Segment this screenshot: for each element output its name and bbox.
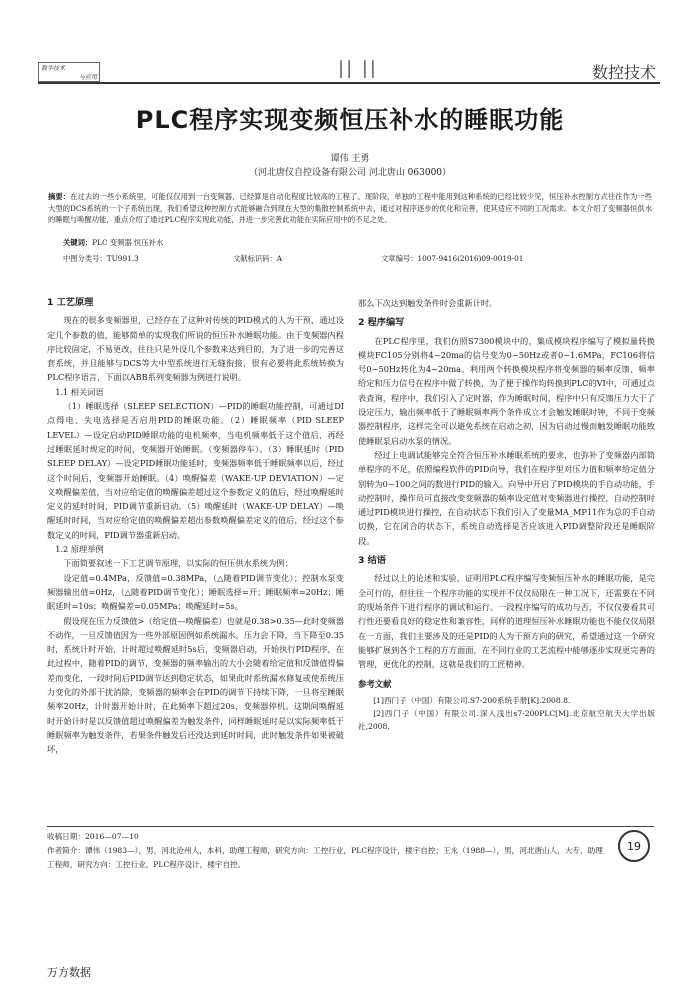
references-heading: 参考文献 xyxy=(358,679,392,690)
affiliation: （河北唐仪自控设备有限公司 河北唐山 063000） xyxy=(248,168,452,178)
section-2-heading: 2 程序编写 xyxy=(358,317,405,329)
paper-title: PLC程序实现变频恒压补水的睡眠功能 xyxy=(135,106,565,134)
wanfang-watermark: 万方数据 xyxy=(47,966,91,979)
section-2-paragraph-1: 在PLC程序里，我们仿照S7300模块中的，集成模块程序编写了模拟量转换模块FC105分别将4~20ma的信号变为0~50Hz或者0~1.6MPa，FC106将信号0~50Hz转化为4~20ma。利用两个转换模块程序将变频器的频率反馈、频率给定和压力信号在程序中做了转换，为了便于操作均转换到PLC的VI中，可通过点表查询，程序中，我们引入了定时器，作为睡眠时间，程序中只有反馈压力大于了设定压力，输出频率低于了睡眠频率两个条件成立才会触发睡眠时钟，不同于变频器控制程序，这样完全可以避免系统在启动之初，因为启动过慢而触发睡眠功能致使睡眠泵启动水泵的情况。 xyxy=(358,335,655,446)
journal-logo-line2: 与应用 xyxy=(78,74,97,81)
continued-text: 那么下次达到触发条件时会重新计时。 xyxy=(358,298,498,308)
keywords xyxy=(63,238,163,248)
header-decoration: || || xyxy=(338,58,378,79)
footer-divider xyxy=(47,826,654,827)
section-1-heading: 1 工艺原理 xyxy=(47,297,94,308)
subsection-1-2-heading: 1.2 原理举例 xyxy=(55,544,104,555)
journal-logo-line1: 数字技术 xyxy=(41,65,66,72)
abstract-text: 在过去的一些小系统里，可能仅仅用到一台变频器，已经算是自动化程度比较高的工程了。现阶段，单独的工程中能用到这种系统的已经比较少见，恒压补水控制方式往往作为一些大型的DCS系统的一个子系统出现，我们希望这种控制方式能够融合到现在大型的集散控制系统中去，通过对程序逐步的优化和完善，使其适应不同的工况需求。本文介绍了变频器恒供水的睡眠与唤醒功能，重点介绍了通过PLC程序实现此功能，并进一步完善此功能在实际应用中的不足之处。 xyxy=(48,192,653,224)
section-3-heading: 3 结语 xyxy=(358,555,386,567)
abstract xyxy=(48,191,652,226)
page-number-badge: 19 xyxy=(618,830,650,862)
reference-item: [2]西门子（中国）有限公司.深入浅出s7-200PLC[M].北京航空航天大学出版社,2008. xyxy=(358,708,655,731)
keywords-label: 关键词： xyxy=(63,238,93,247)
subsection-1-2-explanation: 假设现在压力反馈值>（给定值—唤醒偏差）也就是0.38>0.35—此时变频器不动作，一旦反馈值因为一些外部原因例如系统漏水，压力会下降，当下降至0.35时，系统计时开始，计时超过唤醒延时5s后，变频器启动，开始执行PID程序，在此过程中，随着PID的调节，变频器的频率输出的大小会随着给定值和反馈值得偏差而变化，一段时间后PID调节达到稳定状态，如果此时系统漏水修复或使系统压力变化的外部干扰消除，变频器的频率会在PID的调节下持续下降，一旦将至睡眠频率20Hz，计时器开始计时，在此频率下超过20s，变频器停机。这期间唤醒延时开始计时是以反馈值超过唤醒偏差为触发条件，同样睡眠延时是以实际频率低于睡眠频率为触发条件，若果条件触发后还没达到延时时间，此时触发条件如果被破坏， xyxy=(47,615,344,755)
subsection-1-2-intro: 下面简要叙述一下工艺调节原理，以实际的恒压供水系统为例： xyxy=(63,558,293,569)
journal-logo xyxy=(38,62,100,82)
subsection-1-2-params: 设定值=0.4MPa，反馈值=0.38MPa，（△随着PID调节变化）；控制水泵变频器输出值=0Hz，（△随着PID调节变化）；睡眠选择=开；睡眠频率=20Hz；睡眠延时=10s；唤醒偏差=0.05MPa；唤醒延时=5s。 xyxy=(47,572,344,612)
section-label: 数控技术 xyxy=(591,63,656,82)
clc-number: 中图分类号：TU991.3 xyxy=(63,254,139,263)
document-code: 文献标识码：A xyxy=(233,254,283,263)
header-divider xyxy=(38,82,660,84)
left-column xyxy=(47,296,344,757)
section-2-paragraph-2: 经过上电调试能够完全符合恒压补水睡眠系统的要求，也弥补了变频器内部简单程序的不足，依照编程软件的PID向导，我们在程序里对压力值和频率给定值分别转为0~100之间的数进行PID的输入。向导中开启了PID模块的手自动功能，手动控制时，操作员可直接改变变频器的频率设定值对变频器进行操控，自动控制时通过PID模块进行操控，在自动状态下我们引入了变量MA_MP11作为总的手自动切换，它在闭合的状态下，系统自动选择是否应该进入PID调整阶段还是睡眠阶段。 xyxy=(358,449,655,546)
author-bio: 作者简介：谭伟（1983—），男，河北沧州人，本科，助理工程师，研究方向：工控行业，PLC程序设计，楼宇自控；王永（1988—），男，河北唐山人，大专，助理工程师，研究方向：工控行业，PLC程序设计，楼宇自控。 xyxy=(47,846,603,869)
article-number: 文章编号：1007-9416(2016)09-0019-01 xyxy=(381,254,524,263)
section-3-paragraph: 经过以上的论述和实验，证明用PLC程序编写变频恒压补水的睡眠功能，是完全可行的，但往往一个程序功能的实现并不仅仅局限在一种工况下，还需要在不同的现场条件下进行程序的调试和运行。一段程序编写的成功与否，不仅仅要看其可行性还要看良好的稳定性和兼容性，同样的道理恒压补水睡眠功能也不能仅仅局限在一方面，我们主要涉及的还是PID的人为干预方向的研究，希望通过这一个研究能够扩展到各个工程的方方面面，在不同行业的工艺流程中能够逐步实现更完善的管理，更优化的控制，这就是我们的工匠精神。 xyxy=(358,573,655,670)
subsection-1-1-text: （1）睡眠选择（SLEEP SELECTION）—PID的睡眠功能控制，可通过DI点得电、失电选择是否启用PID的睡眠功能。（2）睡眠频率（PID SLEEP LEVEL）—设定启动PID睡眠功能的电机频率，当电机频率低于这个值后，再经过睡眠延时规定的时间，变频器开始睡眠。（变频器停车）。（3）睡眠延时（PID SLEEP DELAY）—设定PID睡眠功能延时，变频器频率低于睡眠频率以后，经过这个时间后，变频器开始睡眠。（4）唤醒偏差（WAKE-UP DEVIATION）—定义唤醒偏差值，当对应给定值的唤醒偏差超过这个参数定义的值后，经过唤醒延时定义的延时时间，PID调节重新启动。（5）唤醒延时（WAKE-UP DELAY）—唤醒延时时间，当对应给定值的唤醒偏差超出参数唤醒偏差定义的值后，经过这个参数定义的时间，PID调节器重新启动。 xyxy=(47,401,344,540)
subsection-1-1-heading: 1.1 相关词语 xyxy=(55,386,104,397)
section-1-paragraph: 现在的很多变频器里，已经存在了这种对传统的PID模式的人为干预，通过设定几个参数的值，能够简单的实现我们所说的恒压补水睡眠功能。由于变频器内程序比较固定，不易更改，往往只是外设几个参数来达到目的，为了进一步的完善这套系统，并且能够与DCS等大中型系统进行无缝衔接，很有必要将此系统转换为PLC程序语言，下面以ABB系列变频器为例进行说明。 xyxy=(47,315,344,383)
authors: 谭伟 王勇 xyxy=(330,154,370,164)
abstract-label: 摘要： xyxy=(48,192,71,201)
received-date: 收稿日期：2016—07—10 xyxy=(47,832,139,841)
reference-item: [1]西门子（中国）有限公司.S7-200系统手册[K].2008.8. xyxy=(373,695,571,705)
keywords-text: PLC 变频器 恒压补水 xyxy=(92,238,164,247)
right-column xyxy=(358,296,655,733)
